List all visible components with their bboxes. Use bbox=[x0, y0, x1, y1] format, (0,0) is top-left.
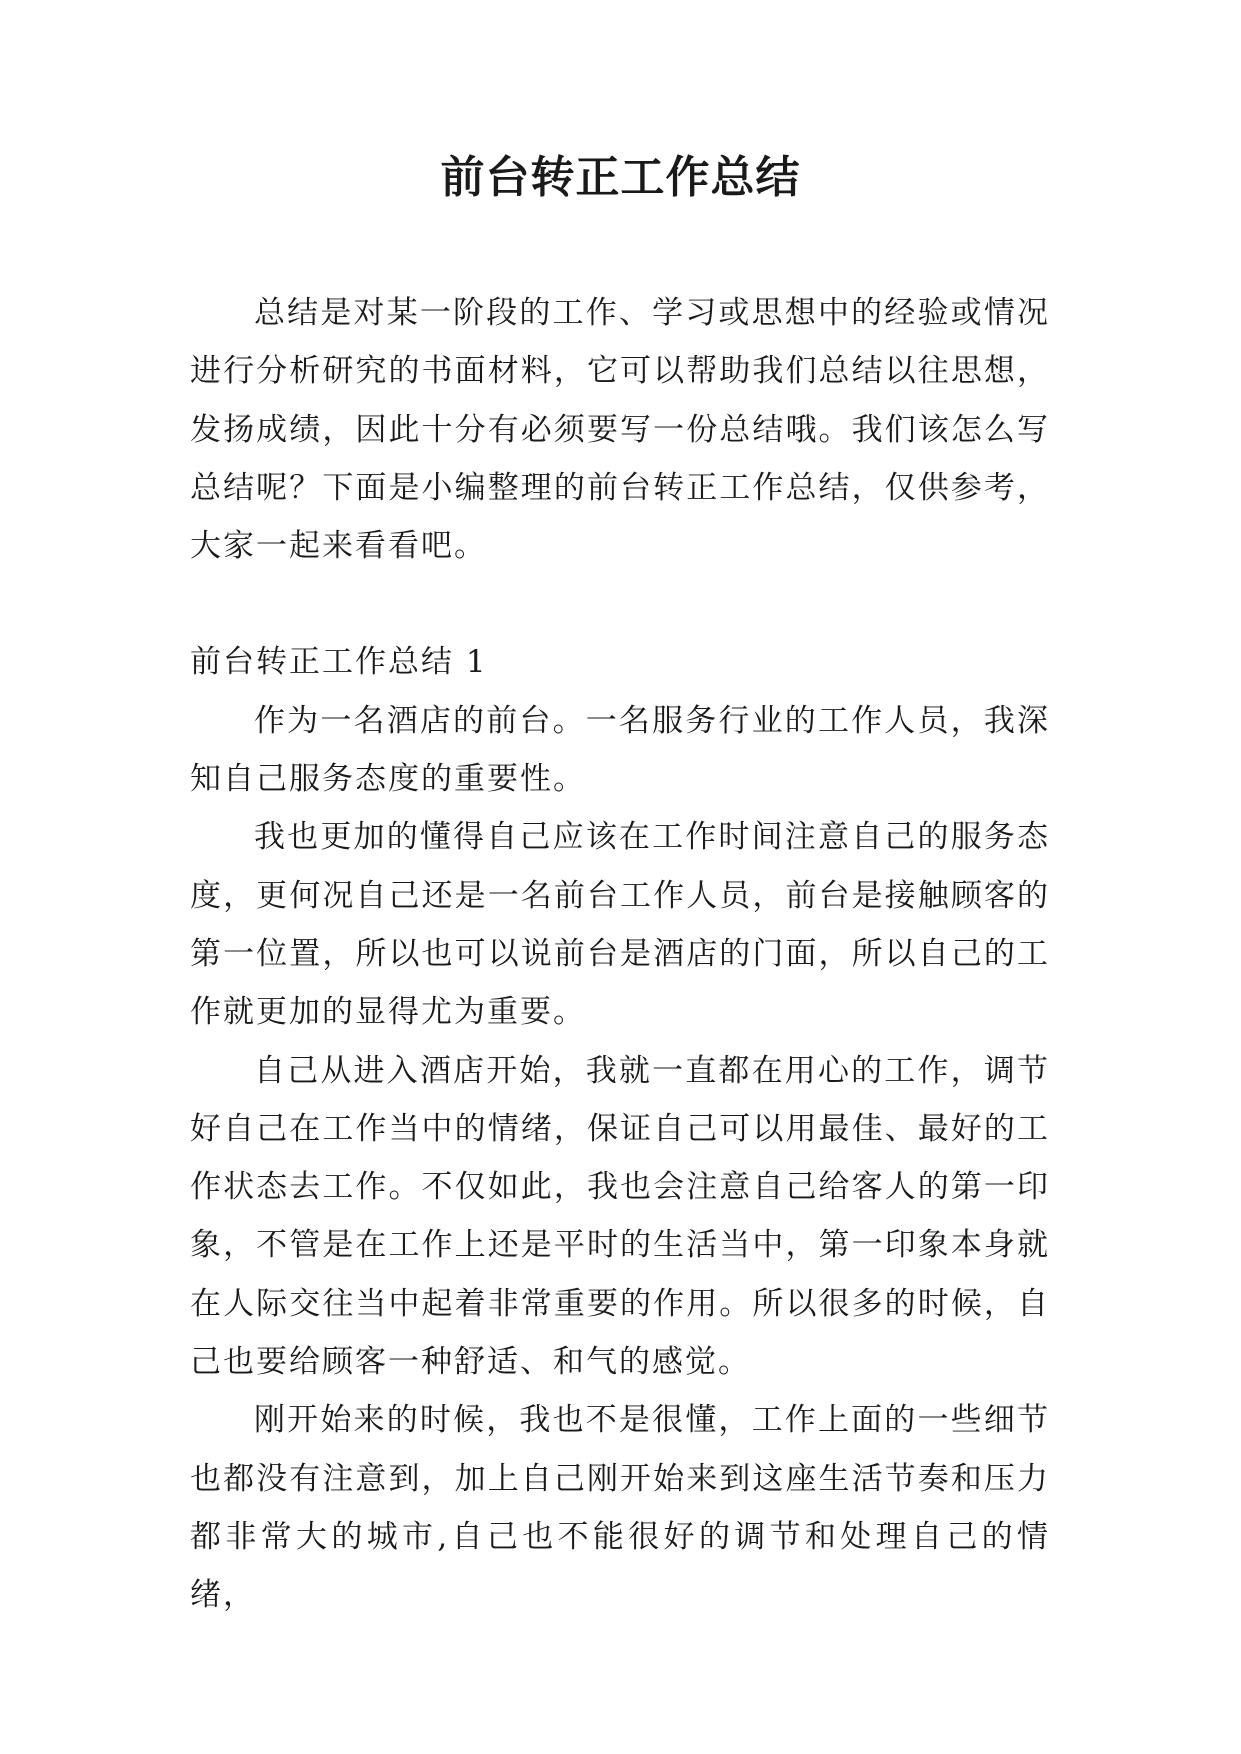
body-paragraph-1: 作为一名酒店的前台。一名服务行业的工作人员，我深知自己服务态度的重要性。 bbox=[190, 702, 1050, 798]
section-heading: 前台转正工作总结 1 bbox=[190, 644, 488, 681]
intro-paragraph: 总结是对某一阶段的工作、学习或思想中的经验或情况进行分析研究的书面材料，它可以帮助我们总结以往思想，发扬成绩，因此十分有必须要写一份总结哦。我们该怎么写总结呢？下面是小编整理的前台转正工作总结，仅供参考，大家一起来看看吧。 bbox=[190, 295, 1050, 565]
body-paragraph-4: 刚开始来的时候，我也不是很懂，工作上面的一些细节也都没有注意到，加上自己刚开始来到这座生活节奏和压力都非常大的城市,自己也不能很好的调节和处理自己的情绪， bbox=[190, 1402, 1050, 1614]
document-body bbox=[190, 284, 1050, 1625]
body-paragraph-2: 我也更加的懂得自己应该在工作时间注意自己的服务态度，更何况自己还是一名前台工作人员，前台是接触顾客的第一位置，所以也可以说前台是酒店的门面，所以自己的工作就更加的显得尤为重要。 bbox=[190, 819, 1050, 1031]
body-paragraph-3: 自己从进入酒店开始，我就一直都在用心的工作，调节好自己在工作当中的情绪，保证自己可以用最佳、最好的工作状态去工作。不仅如此，我也会注意自己给客人的第一印象，不管是在工作上还是平时的生活当中，第一印象本身就在人际交往当中起着非常重要的作用。所以很多的时候，自己也要给顾客一种舒适、和气的感觉。 bbox=[190, 1052, 1050, 1381]
document-title: 前台转正工作总结 bbox=[440, 152, 801, 203]
